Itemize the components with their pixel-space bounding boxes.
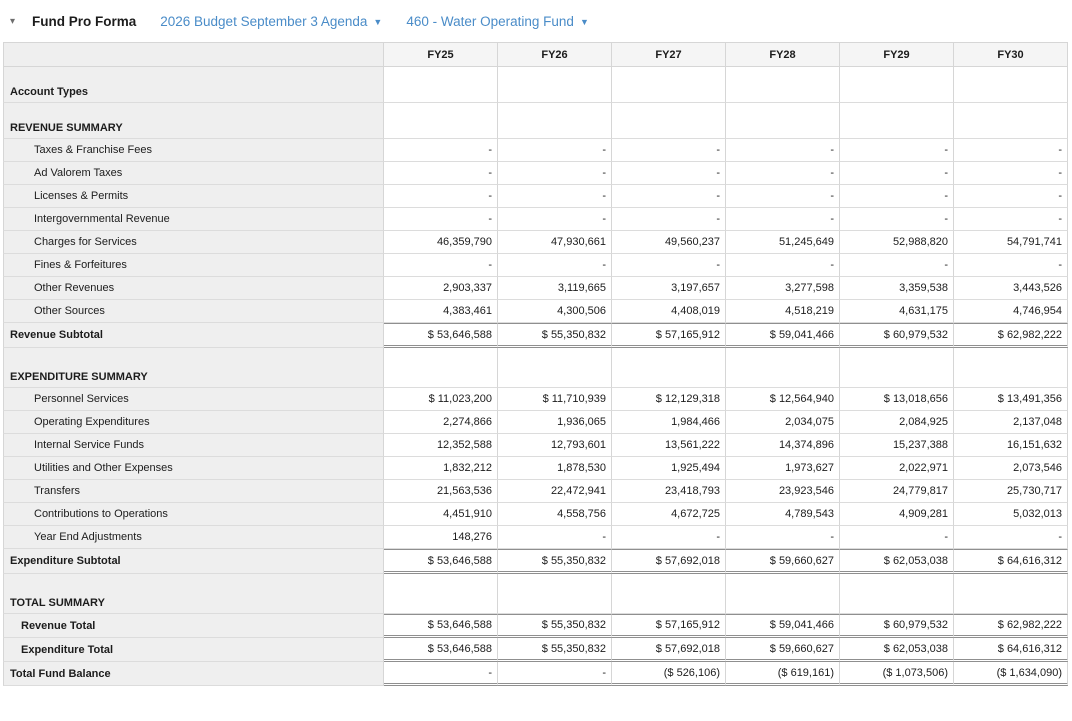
row-label: Operating Expenditures xyxy=(3,411,384,434)
row-label: TOTAL SUMMARY xyxy=(3,574,384,614)
fund-dropdown-label: 460 - Water Operating Fund xyxy=(406,14,574,29)
table-row-internal-service-funds: Internal Service Funds 12,352,588 12,793,601 13,561,222 14,374,896 15,237,388 16,151,632 xyxy=(3,434,1068,457)
column-header-fy30: FY30 xyxy=(954,42,1068,67)
table-row-other-sources: Other Sources 4,383,461 4,300,506 4,408,019 4,518,219 4,631,175 4,746,954 xyxy=(3,300,1068,323)
chevron-down-icon: ▼ xyxy=(579,17,589,27)
column-header-fy26: FY26 xyxy=(498,42,612,67)
column-header-fy28: FY28 xyxy=(726,42,840,67)
table-row-account-types xyxy=(3,67,1068,103)
collapse-arrow-icon[interactable]: ▾ xyxy=(10,16,16,27)
row-label: Fines & Forfeitures xyxy=(3,254,384,277)
row-label: Expenditure Total xyxy=(3,638,384,662)
table-row-revenue-summary xyxy=(3,103,1068,139)
table-header-row xyxy=(3,42,1068,67)
table-row-intergovernmental-revenue: Intergovernmental Revenue - - - - - - xyxy=(3,208,1068,231)
row-label: Total Fund Balance xyxy=(3,662,384,686)
row-label: EXPENDITURE SUMMARY xyxy=(3,348,384,388)
table-row-operating-expenditures: Operating Expenditures 2,274,866 1,936,065 1,984,466 2,034,075 2,084,925 2,137,048 xyxy=(3,411,1068,434)
row-label: Licenses & Permits xyxy=(3,185,384,208)
table-row-other-revenues: Other Revenues 2,903,337 3,119,665 3,197,657 3,277,598 3,359,538 3,443,526 xyxy=(3,277,1068,300)
table-row-revenue-subtotal: Revenue Subtotal $ 53,646,588 $ 55,350,832 $ 57,165,912 $ 59,041,466 $ 60,979,532 $ 62,982,222 xyxy=(3,323,1068,348)
row-label: Charges for Services xyxy=(3,231,384,254)
table-row-taxes-franchise-fees: Taxes & Franchise Fees - - - - - - xyxy=(3,139,1068,162)
row-label: REVENUE SUMMARY xyxy=(3,103,384,139)
table-row-fines-forfeitures: Fines & Forfeitures - - - - - - xyxy=(3,254,1068,277)
table-row-licenses-permits: Licenses & Permits - - - - - - xyxy=(3,185,1068,208)
row-label: Transfers xyxy=(3,480,384,503)
table-row-transfers: Transfers 21,563,536 22,472,941 23,418,793 23,923,546 24,779,817 25,730,717 xyxy=(3,480,1068,503)
table-row-year-end-adjustments: Year End Adjustments 148,276 - - - - - xyxy=(3,526,1068,549)
column-header-fy29: FY29 xyxy=(840,42,954,67)
fund-pro-forma-table xyxy=(3,42,1068,686)
column-header-fy27: FY27 xyxy=(612,42,726,67)
row-label: Personnel Services xyxy=(3,388,384,411)
row-label: Utilities and Other Expenses xyxy=(3,457,384,480)
table-row-expenditure-summary xyxy=(3,348,1068,388)
table-row-total-summary xyxy=(3,574,1068,614)
table-row-ad-valorem-taxes: Ad Valorem Taxes - - - - - - xyxy=(3,162,1068,185)
table-row-utilities-other-expenses: Utilities and Other Expenses 1,832,212 1,878,530 1,925,494 1,973,627 2,022,971 2,073,546 xyxy=(3,457,1068,480)
row-label: Ad Valorem Taxes xyxy=(3,162,384,185)
row-label: Other Revenues xyxy=(3,277,384,300)
row-label: Contributions to Operations xyxy=(3,503,384,526)
report-toolbar xyxy=(0,0,1072,42)
report-title: Fund Pro Forma xyxy=(32,14,137,29)
table-row-personnel-services: Personnel Services $ 11,023,200 $ 11,710,939 $ 12,129,318 $ 12,564,940 $ 13,018,656 $ 13,491,356 xyxy=(3,388,1068,411)
row-label: Account Types xyxy=(3,67,384,103)
label-column-header xyxy=(3,42,384,67)
fund-dropdown[interactable] xyxy=(406,14,589,29)
row-label: Year End Adjustments xyxy=(3,526,384,549)
row-label: Intergovernmental Revenue xyxy=(3,208,384,231)
table-row-contributions-to-operations: Contributions to Operations 4,451,910 4,558,756 4,672,725 4,789,543 4,909,281 5,032,013 xyxy=(3,503,1068,526)
table-row-expenditure-subtotal: Expenditure Subtotal $ 53,646,588 $ 55,350,832 $ 57,692,018 $ 59,660,627 $ 62,053,038 $ 64,616,312 xyxy=(3,549,1068,574)
table-row-revenue-total: Revenue Total $ 53,646,588 $ 55,350,832 $ 57,165,912 $ 59,041,466 $ 60,979,532 $ 62,982,222 xyxy=(3,614,1068,638)
row-label: Revenue Subtotal xyxy=(3,323,384,348)
table-row-total-fund-balance: Total Fund Balance - - ($ 526,106) ($ 619,161) ($ 1,073,506) ($ 1,634,090) xyxy=(3,662,1068,686)
row-label: Revenue Total xyxy=(3,614,384,638)
chevron-down-icon: ▼ xyxy=(373,17,383,27)
table-row-charges-for-services: Charges for Services 46,359,790 47,930,661 49,560,237 51,245,649 52,988,820 54,791,741 xyxy=(3,231,1068,254)
budget-dropdown-label: 2026 Budget September 3 Agenda xyxy=(160,14,368,29)
row-label: Expenditure Subtotal xyxy=(3,549,384,574)
row-label: Internal Service Funds xyxy=(3,434,384,457)
row-label: Taxes & Franchise Fees xyxy=(3,139,384,162)
budget-dropdown[interactable] xyxy=(160,14,382,29)
table-row-expenditure-total: Expenditure Total $ 53,646,588 $ 55,350,832 $ 57,692,018 $ 59,660,627 $ 62,053,038 $ 64,616,312 xyxy=(3,638,1068,662)
column-header-fy25: FY25 xyxy=(384,42,498,67)
row-label: Other Sources xyxy=(3,300,384,323)
